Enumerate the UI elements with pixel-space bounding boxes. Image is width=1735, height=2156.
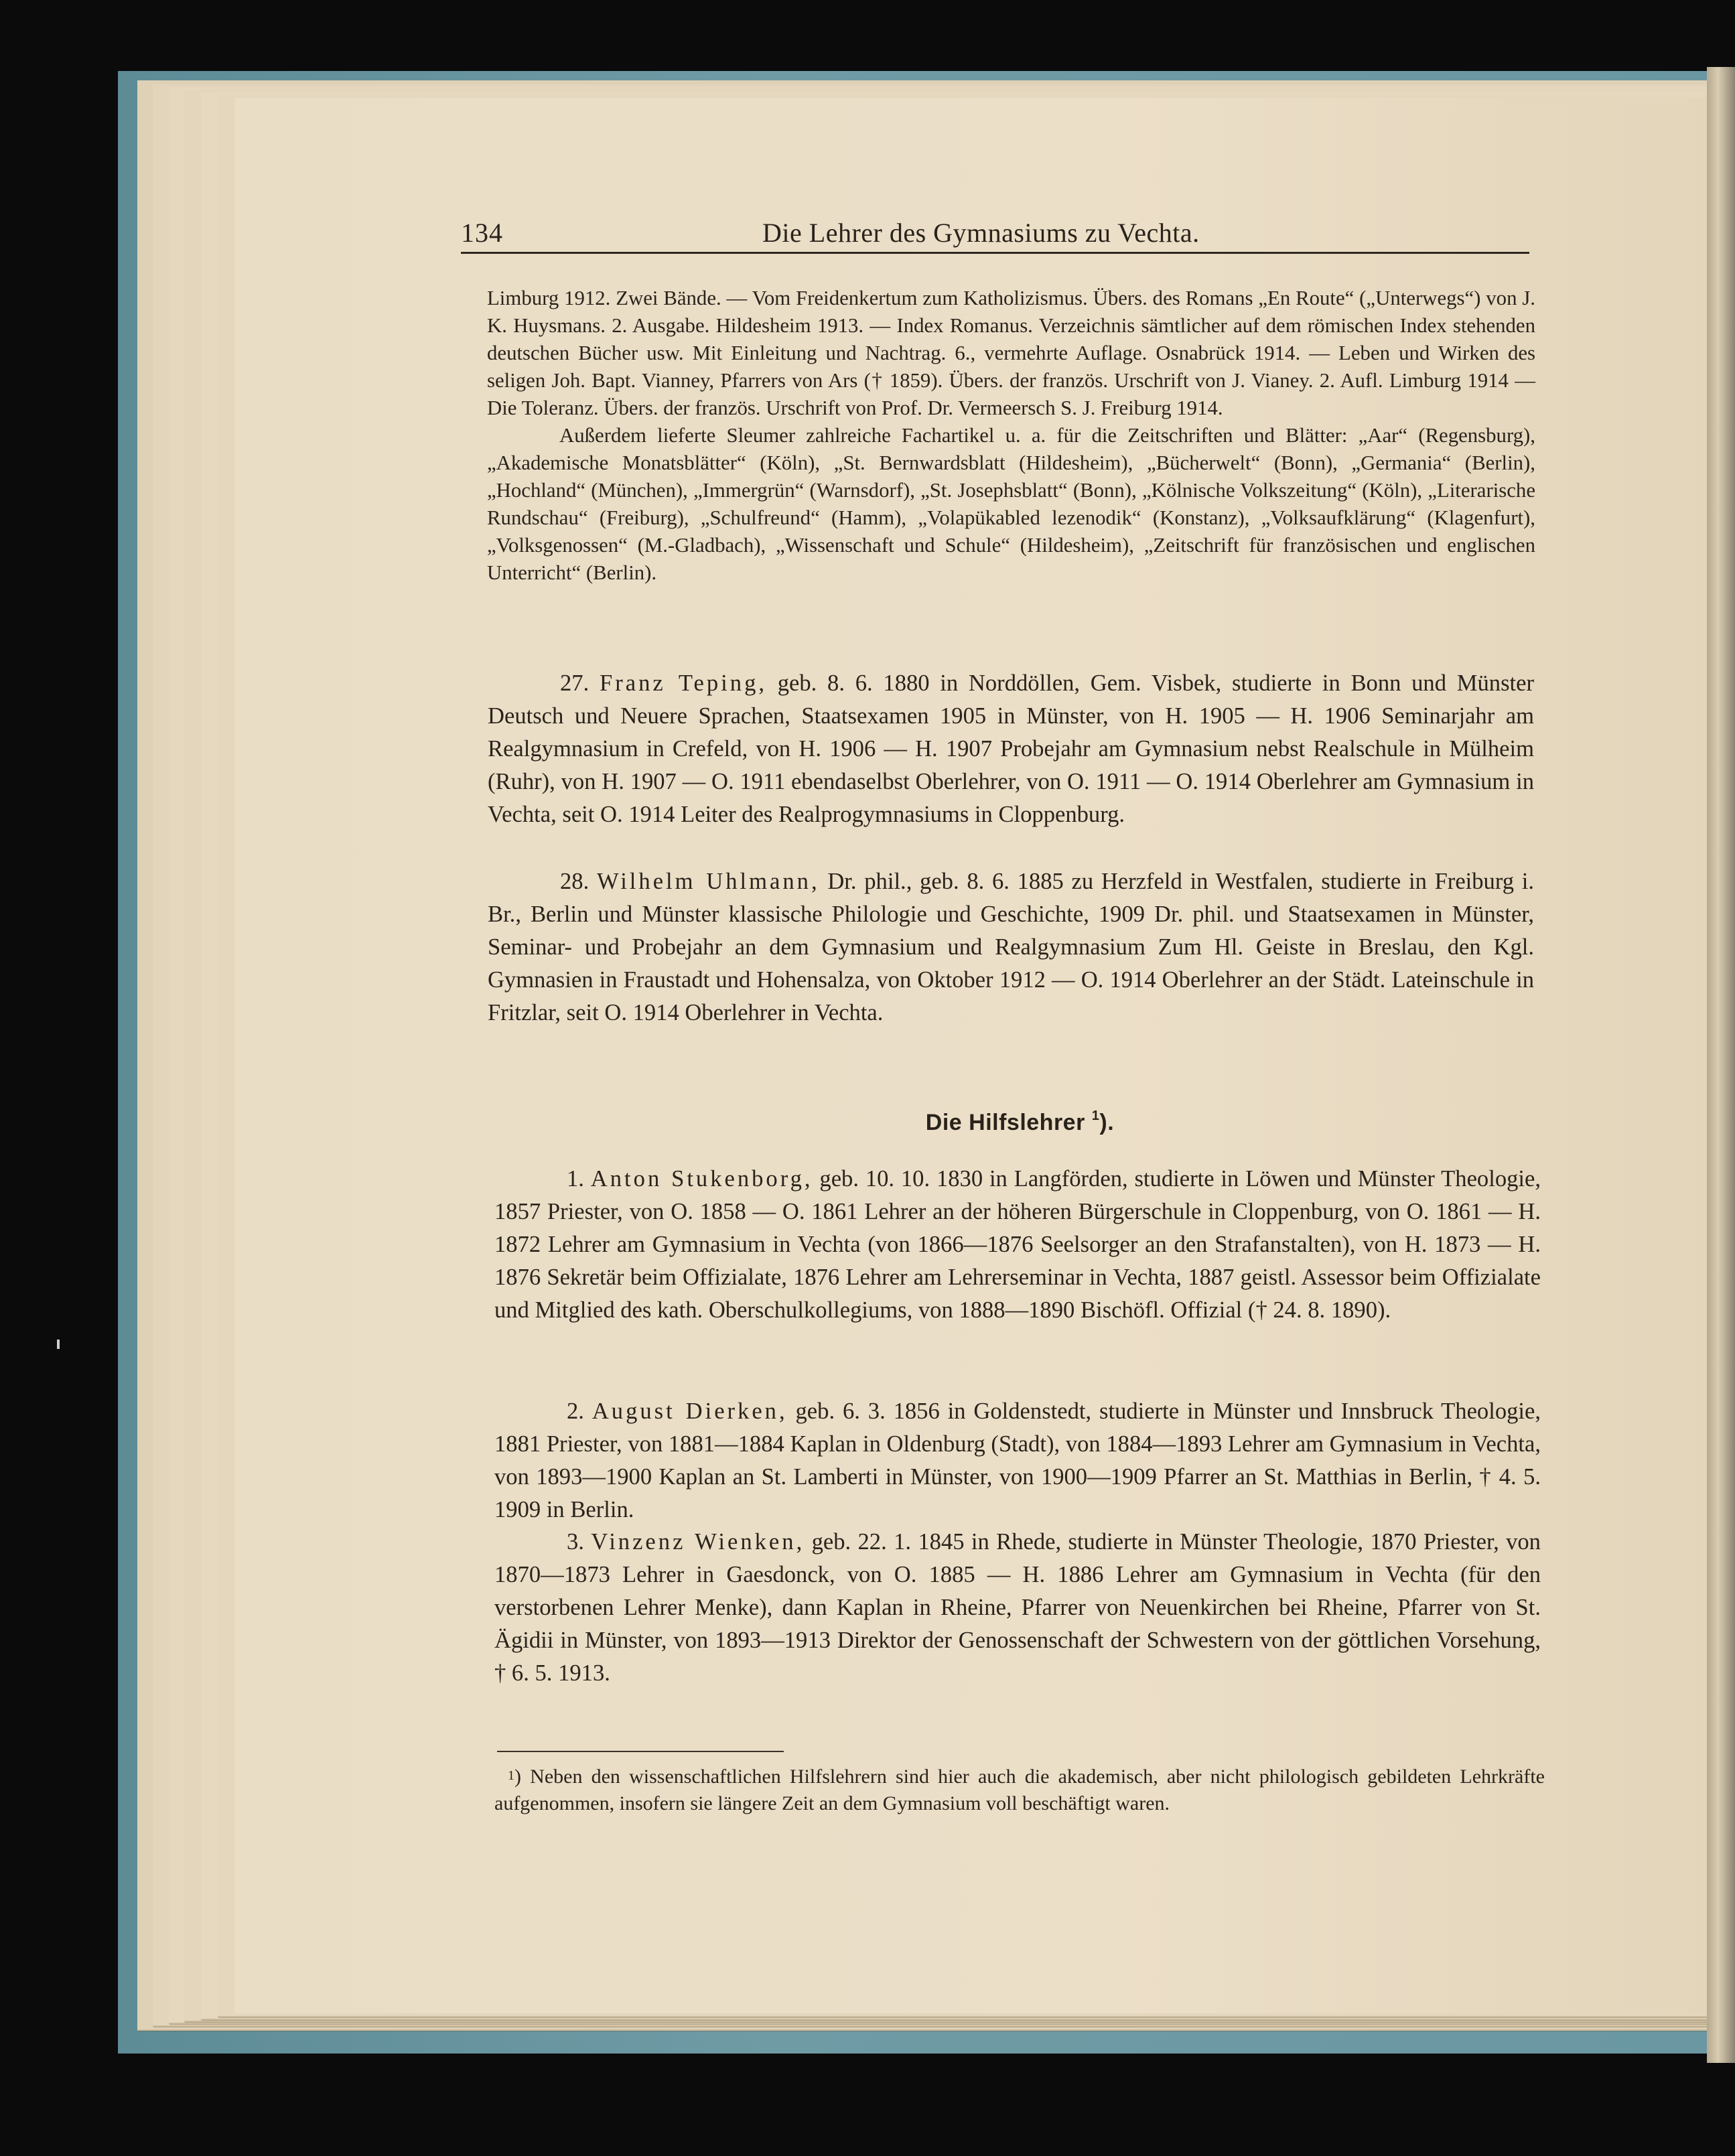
teacher-name: Franz Teping, bbox=[599, 670, 767, 696]
section-heading bbox=[496, 1110, 1544, 1136]
articles-paragraph: Außerdem lieferte Sleumer zahlreiche Fachartikel u. a. für die Zeitschriften und Blätter: „Aar“ (Regensburg), „Akademische Monatsblätter“ (Köln), „St. Bernwardsblatt (Hildesheim), „Bücherwelt“ (Bonn), „Germania“ (Berlin), „Hochland“ (München), „Immergrün“ (Warnsdorf), „St. Josephsblatt“ (Bonn), „Kölnische Volkszeitung“ (Köln), „Literarische Rundschau“ (Freiburg), „Schulfreund“ (Hamm), „Volapükabled lezenodik“ (Konstanz), „Volksaufklärung“ (Klagenfurt), „Volksgenossen“ (M.-Gladbach), „Wissenschaft und Schule“ (Hildesheim), „Zeitschrift für französischen und englischen Unterricht“ (Berlin). bbox=[487, 424, 1535, 584]
teacher-entry-27 bbox=[488, 667, 1534, 831]
entry-text: geb. 8. 6. 1880 in Norddöllen, Gem. Visbek, studierte in Bonn und Münster Deutsch und Neuere Sprachen, Staatsexamen 1905 in Münster, von H. 1905 — H. 1906 Seminarjahr am Realgymnasium in Crefeld, von H. 1906 — H. 1907 Probejahr am Gymnasium nebst Realschule in Mülheim (Ruhr), von H. 1907 — O. 1911 ebendaselbst Oberlehrer, von O. 1911 — O. 1914 Oberlehrer am Gymnasium in Vechta, seit O. 1914 Leiter des Realprogymnasiums in Cloppenburg. bbox=[488, 670, 1534, 827]
entry-text: geb. 10. 10. 1830 in Langförden, studierte in Löwen und Münster Theologie, 1857 Priester, von O. 1858 — O. 1861 Lehrer an der höheren Bürgerschule in Cloppenburg, von O. 1861 — H. 1872 Lehrer am Gymnasium in Vechta (von 1866—1876 Seelsorger an den Strafanstalten), von H. 1873 — H. 1876 Sekretär beim Offizialate, 1876 Lehrer am Lehrerseminar in Vechta, 1887 geistl. Assessor beim Offizialate und Mitglied des kath. Oberschulkollegiums, von 1888—1890 Bischöfl. Offizial († 24. 8. 1890). bbox=[494, 1166, 1541, 1323]
running-title: Die Lehrer des Gymnasiums zu Vechta. bbox=[762, 218, 1200, 248]
footnote bbox=[494, 1764, 1545, 1817]
page-number: 134 bbox=[461, 218, 503, 248]
helper-entry-3 bbox=[494, 1526, 1541, 1690]
section-title: Die Hilfslehrer bbox=[925, 1110, 1085, 1135]
teacher-name: August Dierken, bbox=[592, 1398, 788, 1424]
section-title-close: ). bbox=[1099, 1110, 1115, 1135]
teacher-name: Vinzenz Wienken, bbox=[591, 1529, 805, 1555]
publication-paragraph: Limburg 1912. Zwei Bände. — Vom Freidenkertum zum Katholizismus. Übers. des Romans „En Route“ („Unterwegs“) von J. K. Huysmans. 2. Ausgabe. Hildesheim 1913. — Index Romanus. Verzeichnis sämtlicher auf dem römischen Index stehenden deutschen Bücher usw. Mit Einleitung und Nachtrag. 6., vermehrte Auflage. Osnabrück 1914. — Leben und Wirken des seligen Joh. Bapt. Vianney, Pfarrers von Ars († 1859). Übers. der französ. Urschrift von J. Vianey. 2. Aufl. Limburg 1914 — Die Toleranz. Übers. der französ. Urschrift von Prof. Dr. Vermeersch S. J. Freiburg 1914. bbox=[487, 287, 1535, 419]
entry-number: 3. bbox=[567, 1529, 584, 1555]
footnote-reference: 1 bbox=[1091, 1108, 1100, 1123]
teacher-entry-28 bbox=[488, 865, 1534, 1029]
helper-entry-2 bbox=[494, 1395, 1541, 1526]
entry-number: 27. bbox=[560, 670, 589, 696]
teacher-name: Anton Stukenborg, bbox=[590, 1166, 813, 1192]
entry-text: geb. 22. 1. 1845 in Rhede, studierte in Münster Theologie, 1870 Priester, von 1870—1873 Lehrer in Gaesdonck, von O. 1885 — H. 1886 Lehrer am Gymnasium in Vechta (für den verstorbenen Lehrer Menke), dann Kaplan in Rheine, Pfarrer von Neuenkirchen bei Rheine, Pfarrer von St. Ägidii in Münster, von 1893—1913 Direktor der Genossenschaft der Schwestern von der göttlichen Vorsehung, † 6. 5. 1913. bbox=[494, 1529, 1541, 1686]
entry-text: Dr. phil., geb. 8. 6. 1885 zu Herzfeld in Westfalen, studierte in Freiburg i. Br., Berlin und Münster klassische Philologie und Geschichte, 1909 Dr. phil. und Staatsexamen in Münster, Seminar- und Probejahr an dem Gymnasium und Realgymnasium Zum Hl. Geiste in Breslau, den Kgl. Gymnasien in Fraustadt und Hohensalza, von Oktober 1912 — O. 1914 Oberlehrer an der Städt. Lateinschule in Fritzlar, seit O. 1914 Oberlehrer in Vechta. bbox=[488, 869, 1534, 1025]
entry-text: geb. 6. 3. 1856 in Goldenstedt, studierte in Münster und Innsbruck Theologie, 1881 Priester, von 1881—1884 Kaplan in Oldenburg (Stadt), von 1884—1893 Lehrer am Gymnasium in Vechta, von 1893—1900 Kaplan an St. Lamberti in Münster, von 1900—1909 Pfarrer an St. Matthias in Berlin, † 4. 5. 1909 in Berlin. bbox=[494, 1398, 1541, 1522]
footnote-divider bbox=[497, 1751, 784, 1752]
entry-number: 28. bbox=[560, 869, 589, 894]
helper-entry-1 bbox=[494, 1163, 1541, 1327]
footnote-text: ) Neben den wissenschaftlichen Hilfslehrern sind hier auch die akademisch, aber nicht philologisch gebildeten Lehrkräfte aufgenommen, insofern sie längere Zeit an dem Gymnasium voll beschäftigt waren. bbox=[494, 1766, 1545, 1814]
running-header bbox=[461, 214, 1529, 254]
entry-number: 2. bbox=[567, 1398, 584, 1424]
footnote-mark: 1 bbox=[508, 1768, 514, 1783]
teacher-name: Wilhelm Uhlmann, bbox=[596, 869, 820, 894]
entry-number: 1. bbox=[567, 1166, 584, 1192]
publication-list bbox=[487, 285, 1535, 587]
